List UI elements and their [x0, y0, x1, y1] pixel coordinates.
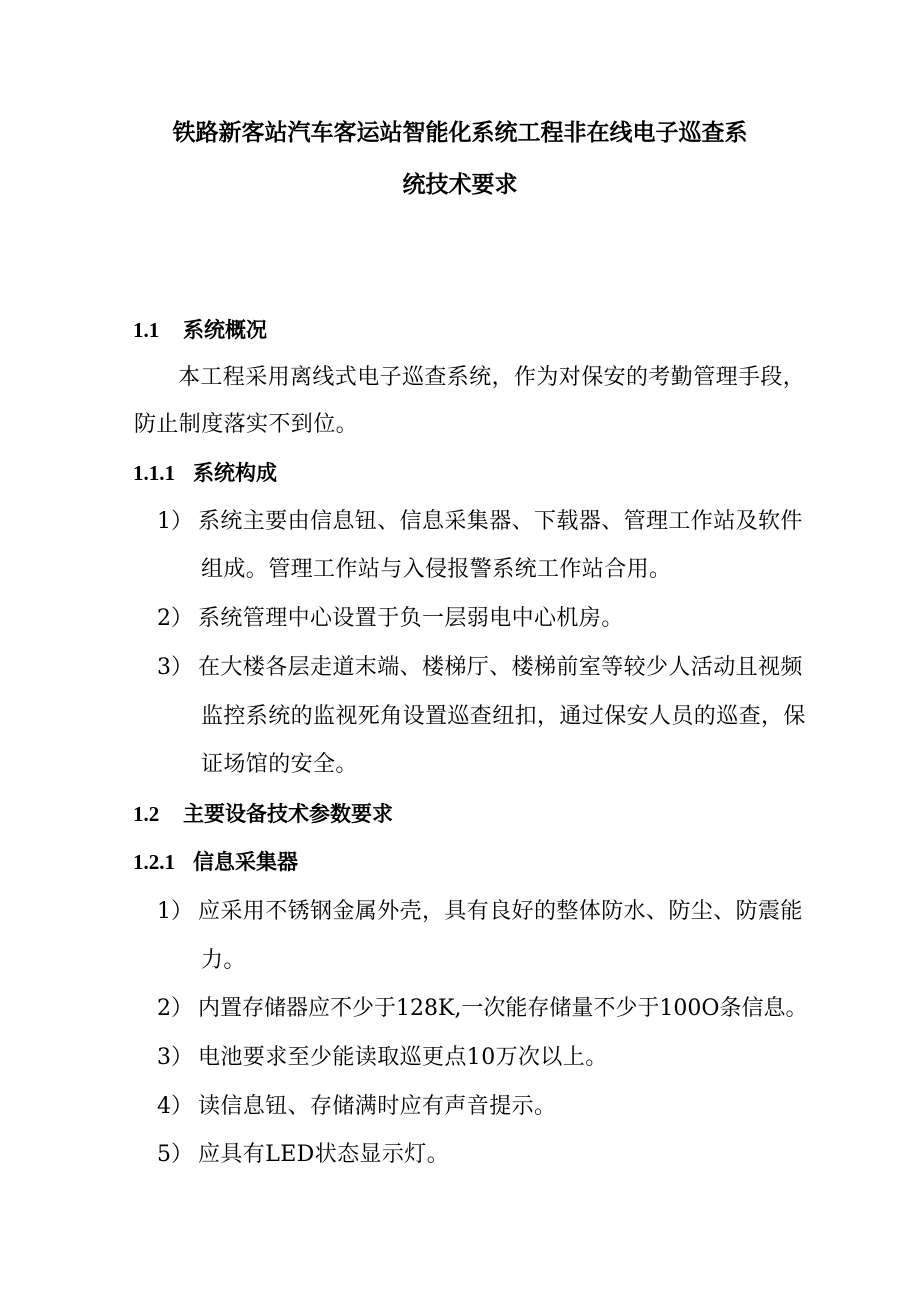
list-item-number: 3） [157, 655, 193, 680]
list-item-line: 监控系统的监视死角设置巡查纽扣，通过保安人员的巡查，保 [201, 704, 806, 729]
list-item-number: 1） [157, 509, 193, 534]
section-number: 1.2 [133, 802, 160, 826]
list-item-line: 证场馆的安全。 [201, 752, 358, 777]
list-item-line: 内置存储器应不少于128K,一次能存储量不少于100O条信息。 [198, 996, 808, 1021]
list-item-number: 1） [157, 899, 193, 924]
list-item-line: 应采用不锈钢金属外壳，具有良好的整体防水、防尘、防震能 [198, 899, 803, 924]
section-heading-1-2 [133, 799, 393, 829]
list-item-line: 系统管理中心设置于负一层弱电中心机房。 [198, 606, 624, 631]
list-item-line: 应具有LED状态显示灯。 [198, 1142, 450, 1167]
paragraph-line: 防止制度落实不到位。 [134, 412, 359, 437]
section-number: 1.1 [133, 318, 160, 342]
list-item-number: 3） [157, 1045, 193, 1070]
list-item-number: 4） [157, 1094, 193, 1119]
list-item-line: 系统主要由信息钮、信息采集器、下载器、管理工作站及软件 [198, 509, 803, 534]
list-item-line: 读信息钮、存储满时应有声音提示。 [198, 1094, 557, 1119]
section-heading-1-1 [133, 315, 267, 345]
paragraph-line: 本工程采用离线式电子巡查系统，作为对保安的考勤管理手段， [178, 365, 806, 390]
section-number: 1.1.1 [133, 461, 175, 485]
list-item-line: 力。 [201, 948, 246, 973]
list-item-line: 组成。管理工作站与入侵报警系统工作站合用。 [201, 557, 672, 582]
section-heading-1-2-1 [133, 847, 298, 877]
section-title: 系统概况 [183, 318, 267, 342]
list-item-number: 2） [157, 606, 193, 631]
document-title-line-1: 铁路新客站汽车客运站智能化系统工程非在线电子巡查系 [172, 120, 748, 146]
section-title: 信息采集器 [193, 850, 298, 874]
list-item-number: 5） [157, 1142, 193, 1167]
list-item-line: 电池要求至少能读取巡更点10万次以上。 [198, 1045, 608, 1070]
section-number: 1.2.1 [133, 850, 175, 874]
section-title: 主要设备技术参数要求 [183, 802, 393, 826]
list-item-line: 在大楼各层走道末端、楼梯厅、楼梯前室等较少人活动且视频 [198, 655, 803, 680]
document-title-line-2: 统技术要求 [402, 172, 518, 198]
list-item-number: 2） [157, 996, 193, 1021]
section-heading-1-1-1 [133, 458, 277, 488]
section-title: 系统构成 [193, 461, 277, 485]
